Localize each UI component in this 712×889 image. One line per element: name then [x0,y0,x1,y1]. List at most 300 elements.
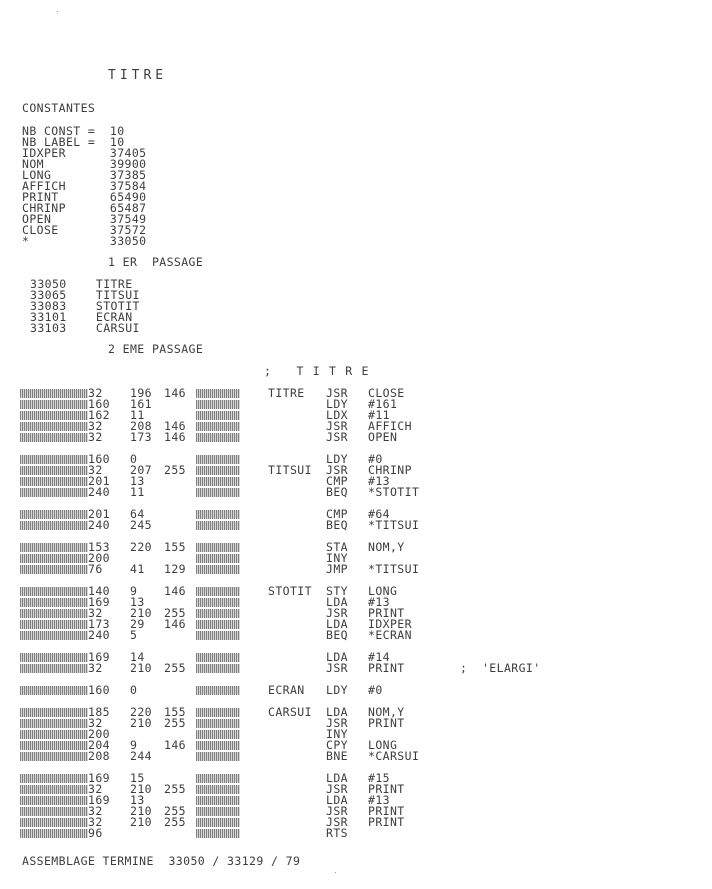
address-overprint [20,465,88,476]
constant-line: NB LABEL = 10 [22,135,125,149]
source-label: TITSUI [268,463,312,477]
operand: #15 [368,771,390,785]
overprinted-hex [196,488,240,497]
listing-line [20,564,680,575]
pass1-heading: 1 ER PASSAGE [108,255,204,269]
pass1-line: 33065 TITSUI [30,288,140,302]
operand: #11 [368,408,390,422]
opcode-byte: 185 [88,705,110,719]
listing-line [20,707,680,718]
mnemonic: LDY [326,452,348,466]
operand-byte-hi: 155 [164,540,186,554]
mnemonic: JSR [326,716,348,730]
overprinted-address [20,609,88,618]
listing-line [20,729,680,740]
operand-byte-lo: 15 [130,771,145,785]
overprinted-address [20,774,88,783]
listing-line [20,685,680,696]
operand-byte-lo: 9 [130,584,138,598]
hex-overprint [196,509,240,520]
overprinted-address [20,785,88,794]
mnemonic: LDY [326,683,348,697]
address-overprint [20,806,88,817]
overprinted-address [20,598,88,607]
hex-overprint [196,729,240,740]
address-overprint [20,487,88,498]
constantes-heading: CONSTANTES [22,101,96,115]
mnemonic: CMP [326,507,348,521]
overprinted-address [20,587,88,596]
operand-byte-lo: 41 [130,562,145,576]
listing-line [20,652,680,663]
operand-byte-hi: 146 [164,386,186,400]
opcode-byte: 32 [88,419,103,433]
hex-overprint [196,630,240,641]
hex-overprint [196,619,240,630]
opcode-byte: 240 [88,485,110,499]
operand: PRINT [368,782,405,796]
paper-speck [57,11,58,12]
hex-overprint [196,476,240,487]
listing-line [20,718,680,729]
operand-byte-lo: 13 [130,595,145,609]
operand-byte-lo: 244 [130,749,152,763]
operand-byte-hi: 146 [164,419,186,433]
operand: *TITSUI [368,562,420,576]
mnemonic: JSR [326,782,348,796]
overprinted-address [20,708,88,717]
operand-byte-lo: 173 [130,430,152,444]
overprinted-address [20,411,88,420]
constant-line: PRINT 65490 [22,190,147,204]
overprinted-address [20,466,88,475]
hex-overprint [196,740,240,751]
overprinted-address [20,565,88,574]
operand-byte-lo: 11 [130,408,145,422]
operand: OPEN [368,430,398,444]
mnemonic: LDA [326,650,348,664]
operand-byte-hi: 255 [164,716,186,730]
pass1-line: 33083 STOTIT [30,299,140,313]
hex-overprint [196,685,240,696]
listing-line [20,828,680,839]
opcode-byte: 32 [88,716,103,730]
overprinted-address [20,455,88,464]
listing-line [20,586,680,597]
opcode-byte: 169 [88,595,110,609]
overprinted-address [20,488,88,497]
opcode-byte: 169 [88,793,110,807]
hex-overprint [196,784,240,795]
listing-line [20,432,680,443]
operand-byte-lo: 11 [130,485,145,499]
overprinted-hex [196,609,240,618]
operand-byte-lo: 208 [130,419,152,433]
operand-byte-lo: 64 [130,507,145,521]
mnemonic: RTS [326,826,348,840]
address-overprint [20,718,88,729]
overprinted-address [20,653,88,662]
address-overprint [20,586,88,597]
overprinted-address [20,477,88,486]
overprinted-address [20,543,88,552]
hex-overprint [196,553,240,564]
listing-line [20,553,680,564]
overprinted-hex [196,455,240,464]
constant-line: AFFICH 37584 [22,179,147,193]
overprinted-hex [196,818,240,827]
operand: LONG [368,738,398,752]
opcode-byte: 240 [88,518,110,532]
source-label: CARSUI [268,705,312,719]
operand-byte-hi: 255 [164,804,186,818]
operand-byte-lo: 161 [130,397,152,411]
opcode-byte: 201 [88,474,110,488]
operand: CHRINP [368,463,412,477]
mnemonic: INY [326,551,348,565]
mnemonic: LDA [326,705,348,719]
address-overprint [20,707,88,718]
listing-line [20,399,680,410]
mnemonic: STA [326,540,348,554]
overprinted-hex [196,587,240,596]
pass1-symbol-table [30,279,140,334]
opcode-byte: 32 [88,815,103,829]
hex-overprint [196,520,240,531]
listing-line [20,630,680,641]
opcode-byte: 32 [88,804,103,818]
operand-byte-hi: 255 [164,463,186,477]
address-overprint [20,597,88,608]
hex-overprint [196,817,240,828]
opcode-byte: 32 [88,606,103,620]
overprinted-address [20,433,88,442]
hex-overprint [196,388,240,399]
operand: NOM,Y [368,705,405,719]
constant-line: IDXPER 37405 [22,146,147,160]
operand: NOM,Y [368,540,405,554]
operand-byte-lo: 0 [130,683,138,697]
hex-overprint [196,718,240,729]
mnemonic: CMP [326,474,348,488]
mnemonic: BEQ [326,518,348,532]
mnemonic: JSR [326,386,348,400]
hex-overprint [196,663,240,674]
constants-list [22,126,147,247]
address-overprint [20,388,88,399]
operand-byte-lo: 14 [130,650,145,664]
opcode-byte: 160 [88,397,110,411]
operand: #13 [368,793,390,807]
listing-line [20,597,680,608]
source-label: ECRAN [268,683,305,697]
overprinted-hex [196,774,240,783]
overprinted-hex [196,389,240,398]
overprinted-hex [196,829,240,838]
mnemonic: INY [326,727,348,741]
address-overprint [20,608,88,619]
overprinted-address [20,400,88,409]
overprinted-address [20,807,88,816]
overprinted-hex [196,741,240,750]
hex-overprint [196,421,240,432]
opcode-byte: 200 [88,727,110,741]
operand: #13 [368,474,390,488]
operand-byte-lo: 13 [130,793,145,807]
overprinted-address [20,752,88,761]
operand-byte-hi: 146 [164,430,186,444]
overprinted-hex [196,653,240,662]
address-overprint [20,751,88,762]
opcode-byte: 208 [88,749,110,763]
opcode-byte: 240 [88,628,110,642]
operand: #0 [368,452,383,466]
hex-overprint [196,652,240,663]
overprinted-hex [196,708,240,717]
address-overprint [20,630,88,641]
overprinted-address [20,620,88,629]
overprinted-hex [196,411,240,420]
document-title: TITRE [108,68,168,83]
operand-byte-lo: 245 [130,518,152,532]
mnemonic: JSR [326,804,348,818]
address-overprint [20,553,88,564]
overprinted-hex [196,807,240,816]
overprinted-hex [196,730,240,739]
overprinted-hex [196,422,240,431]
opcode-byte: 204 [88,738,110,752]
source-comment: ; 'ELARGI' [460,661,541,675]
operand-byte-lo: 220 [130,705,152,719]
operand: PRINT [368,606,405,620]
address-overprint [20,663,88,674]
overprinted-address [20,422,88,431]
constant-line: CLOSE 37572 [22,223,147,237]
operand: PRINT [368,804,405,818]
overprinted-address [20,521,88,530]
pass1-line: 33050 TITRE [30,277,133,291]
opcode-byte: 162 [88,408,110,422]
operand: PRINT [368,716,405,730]
mnemonic: LDA [326,771,348,785]
overprinted-hex [196,554,240,563]
listing-line [20,806,680,817]
operand: PRINT [368,661,405,675]
opcode-byte: 173 [88,617,110,631]
hex-overprint [196,751,240,762]
address-overprint [20,652,88,663]
overprinted-address [20,631,88,640]
pass1-line: 33101 ECRAN [30,310,133,324]
overprinted-hex [196,686,240,695]
listing-line [20,619,680,630]
address-overprint [20,476,88,487]
mnemonic: BEQ [326,485,348,499]
overprinted-hex [196,565,240,574]
assembly-footer: ASSEMBLAGE TERMINE 33050 / 33129 / 79 [22,854,301,868]
opcode-byte: 160 [88,452,110,466]
operand: *CARSUI [368,749,420,763]
listing-line [20,608,680,619]
operand-byte-lo: 5 [130,628,138,642]
mnemonic: JSR [326,419,348,433]
address-overprint [20,729,88,740]
hex-overprint [196,487,240,498]
hex-overprint [196,410,240,421]
opcode-byte: 201 [88,507,110,521]
overprinted-address [20,818,88,827]
listing-line [20,773,680,784]
overprinted-address [20,730,88,739]
overprinted-hex [196,510,240,519]
operand-byte-lo: 210 [130,716,152,730]
address-overprint [20,828,88,839]
operand-byte-hi: 255 [164,661,186,675]
constant-line: OPEN 37549 [22,212,147,226]
operand: LONG [368,584,398,598]
hex-overprint [196,465,240,476]
listing-line [20,520,680,531]
mnemonic: JMP [326,562,348,576]
operand-byte-hi: 146 [164,617,186,631]
overprinted-address [20,554,88,563]
mnemonic: JSR [326,463,348,477]
address-overprint [20,399,88,410]
overprinted-hex [196,466,240,475]
operand: AFFICH [368,419,412,433]
mnemonic: BEQ [326,628,348,642]
constant-line: NB CONST = 10 [22,124,125,138]
listing-line [20,795,680,806]
operand: #0 [368,683,383,697]
operand-byte-lo: 207 [130,463,152,477]
overprinted-hex [196,796,240,805]
opcode-byte: 153 [88,540,110,554]
address-overprint [20,817,88,828]
operand-byte-lo: 210 [130,606,152,620]
hex-overprint [196,454,240,465]
operand-byte-hi: 129 [164,562,186,576]
address-overprint [20,454,88,465]
listing-line [20,388,680,399]
operand: #14 [368,650,390,664]
mnemonic: JSR [326,430,348,444]
source-header: ; T I T R E [264,364,370,378]
mnemonic: BNE [326,749,348,763]
opcode-byte: 96 [88,826,103,840]
hex-overprint [196,707,240,718]
address-overprint [20,795,88,806]
overprinted-address [20,686,88,695]
hex-overprint [196,542,240,553]
mnemonic: JSR [326,606,348,620]
listing-line [20,784,680,795]
mnemonic: STY [326,584,348,598]
mnemonic: LDA [326,617,348,631]
hex-overprint [196,399,240,410]
address-overprint [20,773,88,784]
opcode-byte: 32 [88,463,103,477]
opcode-byte: 169 [88,771,110,785]
listing-line [20,487,680,498]
address-overprint [20,432,88,443]
address-overprint [20,784,88,795]
listing-line [20,465,680,476]
address-overprint [20,410,88,421]
address-overprint [20,520,88,531]
hex-overprint [196,806,240,817]
hex-overprint [196,564,240,575]
listing-line [20,817,680,828]
address-overprint [20,564,88,575]
overprinted-hex [196,521,240,530]
overprinted-address [20,829,88,838]
operand: *ECRAN [368,628,412,642]
listing-line [20,410,680,421]
operand: PRINT [368,815,405,829]
operand: #13 [368,595,390,609]
overprinted-hex [196,598,240,607]
pass1-line: 33103 CARSUI [30,321,140,335]
operand-byte-hi: 255 [164,606,186,620]
overprinted-hex [196,433,240,442]
mnemonic: LDY [326,397,348,411]
mnemonic: JSR [326,661,348,675]
opcode-byte: 32 [88,430,103,444]
address-overprint [20,421,88,432]
constant-line: CHRINP 65487 [22,201,147,215]
opcode-byte: 160 [88,683,110,697]
overprinted-address [20,741,88,750]
operand-byte-hi: 255 [164,815,186,829]
hex-overprint [196,586,240,597]
operand-byte-lo: 220 [130,540,152,554]
operand-byte-lo: 210 [130,782,152,796]
opcode-byte: 169 [88,650,110,664]
operand-byte-hi: 146 [164,584,186,598]
constant-line: NOM 39900 [22,157,147,171]
overprinted-hex [196,664,240,673]
constant-line: * 33050 [22,234,147,248]
address-overprint [20,619,88,630]
pass2-heading: 2 EME PASSAGE [108,342,204,356]
operand: CLOSE [368,386,405,400]
opcode-byte: 76 [88,562,103,576]
listing-line [20,454,680,465]
listing-line [20,740,680,751]
overprinted-address [20,664,88,673]
address-overprint [20,542,88,553]
overprinted-address [20,389,88,398]
listing-line [20,509,680,520]
overprinted-hex [196,785,240,794]
listing-line [20,542,680,553]
operand-byte-hi: 146 [164,738,186,752]
hex-overprint [196,608,240,619]
operand: #64 [368,507,390,521]
operand-byte-lo: 196 [130,386,152,400]
overprinted-hex [196,400,240,409]
address-overprint [20,509,88,520]
hex-overprint [196,795,240,806]
mnemonic: JSR [326,815,348,829]
operand-byte-hi: 255 [164,782,186,796]
overprinted-address [20,510,88,519]
opcode-byte: 200 [88,551,110,565]
listing-line [20,421,680,432]
overprinted-address [20,719,88,728]
operand-byte-lo: 9 [130,738,138,752]
